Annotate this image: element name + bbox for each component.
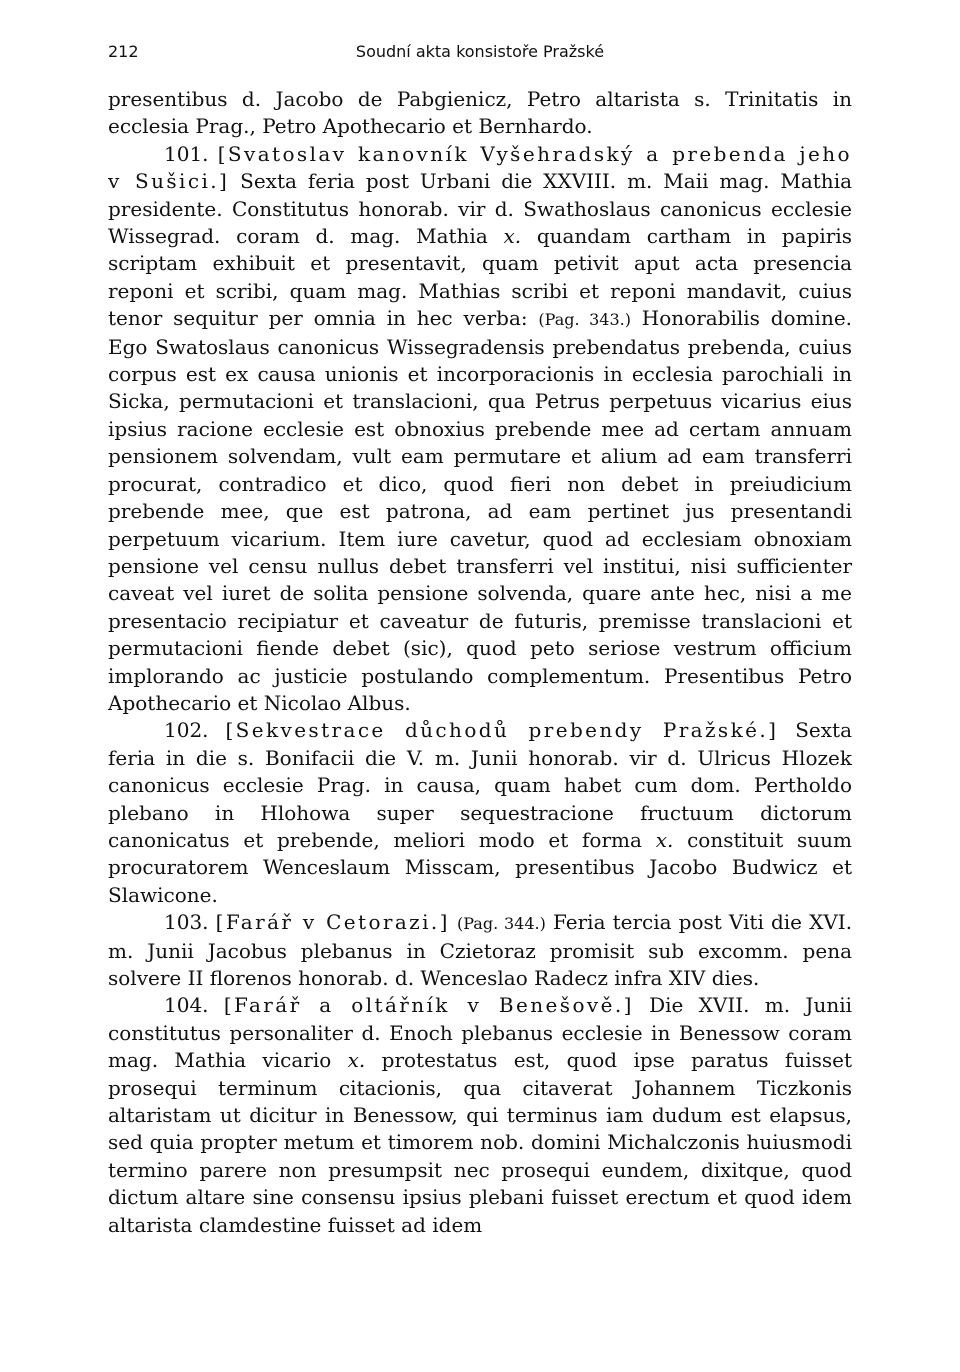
- entry-101: [108, 141, 852, 718]
- entry-text: Sexta feria in die s. Bonifacii die V. m. Junii honorab. vir d. Ulricus Hlozek canonicus ecclesie Prag. in causa, quam habet cum dom. Pertholdo plebano in Hlohowa super sequestracione fructuum dictorum canonicatus et prebende, meliori modo et forma: [108, 718, 853, 852]
- page-header: [108, 36, 852, 66]
- entry-number: 102.: [164, 718, 209, 743]
- page-reference: (Pag. 343.): [538, 310, 631, 330]
- entry-102: [108, 717, 852, 909]
- entry-text: Die XVII. m. Junii constitutus personaliter d. Enoch plebanus ecclesie in Benessow coram mag. Mathia vicario: [108, 993, 853, 1073]
- entry-text: protestatus est, quod ipse paratus fuisset prosequi terminum citacionis, qua citaverat Johannem Ticzkonis altaristam ut dicitur in Benessow, qui terminus iam dudum est elapsus, sed quia propter metum et timorem nob. domini Michalczonis huiusmodi termino parere non presumpsit nec prosequi eundem, dixitque, quod dictum altare sine consensu ipsius plebani fuisset erectum et quod idem altarista clamdestine fuisset ad idem: [108, 1048, 852, 1237]
- entry-number: 101.: [164, 141, 209, 166]
- entry-text: Feria tercia post Viti die XVI. m. Junii Jacobus plebanus in Czietoraz promisit sub excomm. pena solvere II florenos honorab. d. Wenceslao Radecz infra XIV dies.: [108, 910, 853, 990]
- entry-heading: [Svatoslav kanovník Vyšehradský a prebenda jeho v Sušici.]: [108, 141, 852, 194]
- abbrev-mark: x.: [347, 1048, 366, 1073]
- entry-104: [108, 992, 852, 1239]
- page-number: 212: [108, 42, 139, 61]
- entry-text: constituit suum procuratorem Wenceslaum Misscam, presentibus Jacobo Budwicz et Slawicone.: [108, 827, 852, 907]
- entry-number: 104.: [164, 993, 209, 1018]
- entry-103: [108, 909, 852, 992]
- entry-text: quandam cartham in papiris scriptam exhibuit et presentavit, quam petivit aput acta presencia reponi et scribi, quam mag. Mathias scribi et reponi mandavit, cuius tenor sequitur per omnia in hec verba:: [108, 224, 853, 331]
- entry-heading: [Farář v Cetorazi.]: [215, 910, 450, 935]
- abbrev-mark: x.: [655, 827, 674, 852]
- entry-number: 103.: [164, 910, 209, 935]
- entry-heading: [Farář a oltářník v Benešově.]: [223, 993, 634, 1018]
- body-text: [108, 86, 852, 1239]
- page-reference: (Pag. 344.): [457, 914, 546, 934]
- paragraph-text: presentibus d. Jacobo de Pabgienicz, Petro altarista s. Trinitatis in ecclesia Prag., Petro Apothecario et Bernhardo.: [108, 87, 852, 139]
- entry-text: Honorabilis domine. Ego Swatoslaus canonicus Wissegradensis prebendatus prebenda, cuius corpus est ex causa unionis et incorporacionis in ecclesia parochiali in Sicka, permutacioni et translacioni, qua Petrus perpetuus vicarius eius ipsius racione ecclesie est obnoxius prebende mee ad certam annuam pensionem solvendam, vult eam permutare et alium ad eam transferri procurat, contradico et dico, quod fieri non debet in preiudicium prebende mee, que est patrona, ad eam pertinet jus presentandi perpetuum vicarium. Item iure cavetur, quod ad ecclesiam obnoxiam pensione vel censu nullus debet transferri vel institui, nisi sufficienter caveat vel iuret de solita pensione solvenda, quare ante hec, nisi a me presentacio recipiatur et caveatur de futuris, premisse translacioni et permutacioni fiende debet (sic), quod peto seriose vestrum officium implorando ac justicie postulando complementum. Presentibus Petro Apothecario et Nicolao Albus.: [108, 306, 853, 715]
- entry-text: Sexta feria post Urbani die XXVIII. m. Maii mag. Mathia presidente. Constitutus honorab. vir d. Swathoslaus canonicus ecclesie Wissegrad. coram d. mag. Mathia: [108, 169, 853, 249]
- entry-heading: [Sekvestrace důchodů prebendy Pražské.]: [225, 718, 779, 743]
- abbrev-mark: x.: [503, 224, 522, 249]
- running-title: Soudní akta konsistoře Pražské: [355, 42, 605, 61]
- paragraph-continuation: [108, 86, 852, 141]
